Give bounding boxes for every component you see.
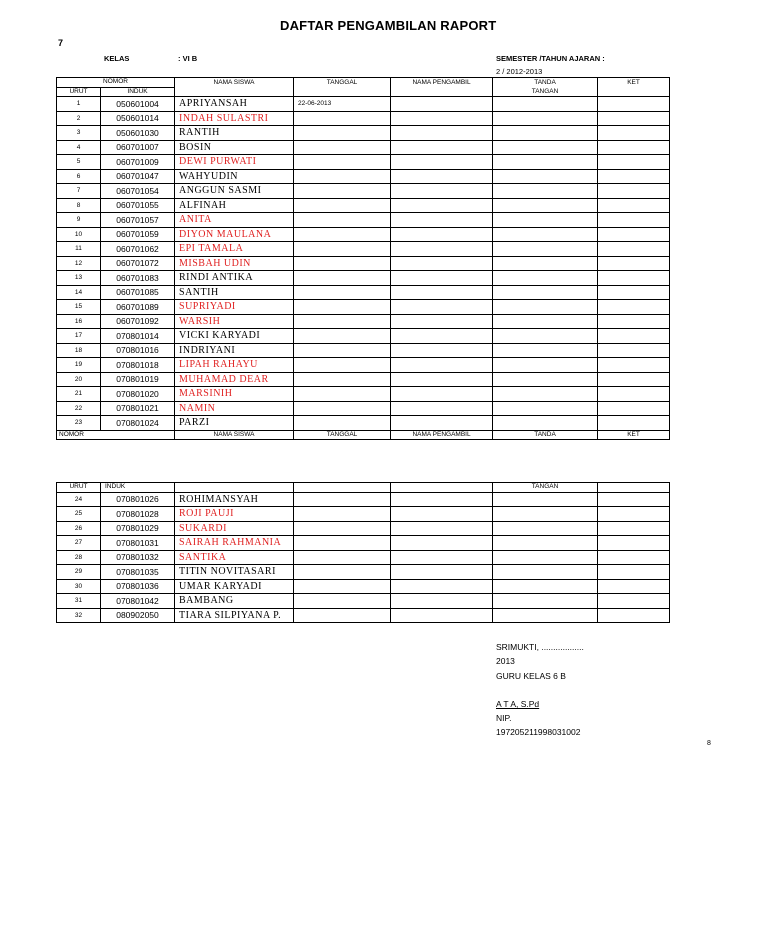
col-ket: KET	[598, 78, 670, 88]
row-urut: 10	[57, 227, 101, 242]
row-tanggal	[294, 416, 391, 431]
table-row	[57, 271, 670, 286]
row-tanggal	[294, 343, 391, 358]
row-induk: 060701092	[101, 314, 175, 329]
row-ket	[598, 140, 670, 155]
row-ket	[598, 387, 670, 402]
row-ket	[598, 198, 670, 213]
row-induk: 070801035	[101, 565, 175, 580]
row-ket	[598, 550, 670, 565]
row-tanggal	[294, 565, 391, 580]
row-nama-siswa: ANITA	[175, 213, 294, 228]
row-tanda-tangan	[493, 271, 598, 286]
row-ket	[598, 358, 670, 373]
table-row	[57, 372, 670, 387]
page-number-top: 7	[58, 38, 64, 48]
row-nama-siswa: ROJI PAUJI	[175, 507, 294, 522]
row-tanggal: 22-06-2013	[294, 97, 391, 112]
table-row	[57, 184, 670, 199]
row-tanggal	[294, 550, 391, 565]
row-nama-siswa: DIYON MAULANA	[175, 227, 294, 242]
row-nama-siswa: NAMIN	[175, 401, 294, 416]
table-row	[57, 507, 670, 522]
signature-place: SRIMUKTI, ..................	[496, 642, 584, 652]
row-nama-pengambil	[391, 387, 493, 402]
row-nama-pengambil	[391, 565, 493, 580]
row-tanggal	[294, 594, 391, 609]
row-nama-siswa: SANTIKA	[175, 550, 294, 565]
row-nama-siswa: MARSINIH	[175, 387, 294, 402]
row-nama-pengambil	[391, 536, 493, 551]
row-urut: 22	[57, 401, 101, 416]
row-nama-siswa: MUHAMAD DEAR	[175, 372, 294, 387]
row-tanggal	[294, 314, 391, 329]
row-tanggal	[294, 507, 391, 522]
table-row	[57, 416, 670, 431]
row-tanda-tangan	[493, 314, 598, 329]
row-tanda-tangan	[493, 594, 598, 609]
row-ket	[598, 126, 670, 141]
row-urut: 14	[57, 285, 101, 300]
row-induk: 060701007	[101, 140, 175, 155]
row-tanggal	[294, 271, 391, 286]
row-ket	[598, 155, 670, 170]
col-tangan: TANGAN	[493, 483, 598, 493]
row-induk: 060701085	[101, 285, 175, 300]
col-tanggal: TANGGAL	[294, 78, 391, 88]
attendance-table-2	[56, 482, 670, 623]
row-urut: 26	[57, 521, 101, 536]
row-nama-siswa: LIPAH RAHAYU	[175, 358, 294, 373]
row-urut: 11	[57, 242, 101, 257]
row-tanggal	[294, 126, 391, 141]
table-footer-row	[57, 430, 670, 440]
row-urut: 2	[57, 111, 101, 126]
row-urut: 25	[57, 507, 101, 522]
row-tanggal	[294, 111, 391, 126]
row-tanggal	[294, 198, 391, 213]
row-tanda-tangan	[493, 492, 598, 507]
row-induk: 070801042	[101, 594, 175, 609]
row-ket	[598, 579, 670, 594]
row-induk: 050601014	[101, 111, 175, 126]
row-induk: 060701057	[101, 213, 175, 228]
row-induk: 080902050	[101, 608, 175, 623]
col-tanda: TANDA	[493, 78, 598, 88]
row-tanda-tangan	[493, 140, 598, 155]
nip-number: 197205211998031002	[496, 727, 581, 737]
row-nama-pengambil	[391, 416, 493, 431]
row-urut: 1	[57, 97, 101, 112]
row-induk: 060701089	[101, 300, 175, 315]
row-induk: 070801031	[101, 536, 175, 551]
table-row	[57, 198, 670, 213]
row-induk: 070801032	[101, 550, 175, 565]
table-row	[57, 536, 670, 551]
row-tanda-tangan	[493, 256, 598, 271]
row-tanggal	[294, 492, 391, 507]
row-nama-pengambil	[391, 140, 493, 155]
row-urut: 23	[57, 416, 101, 431]
table-header-row-2	[57, 87, 670, 97]
col-induk: INDUK	[101, 87, 175, 97]
row-ket	[598, 608, 670, 623]
row-tanda-tangan	[493, 358, 598, 373]
row-nama-pengambil	[391, 521, 493, 536]
row-tanggal	[294, 227, 391, 242]
row-urut: 9	[57, 213, 101, 228]
row-nama-pengambil	[391, 579, 493, 594]
row-urut: 16	[57, 314, 101, 329]
row-tanda-tangan	[493, 550, 598, 565]
row-tanda-tangan	[493, 343, 598, 358]
row-urut: 4	[57, 140, 101, 155]
signature-name: A T A, S.Pd	[496, 699, 540, 709]
row-tanggal	[294, 140, 391, 155]
row-nama-pengambil	[391, 169, 493, 184]
table-row	[57, 314, 670, 329]
row-tanda-tangan	[493, 155, 598, 170]
row-induk: 070801028	[101, 507, 175, 522]
table-row	[57, 300, 670, 315]
row-nama-siswa: APRIYANSAH	[175, 97, 294, 112]
row-nama-pengambil	[391, 271, 493, 286]
table-row	[57, 401, 670, 416]
row-tanda-tangan	[493, 227, 598, 242]
row-nama-pengambil	[391, 343, 493, 358]
row-nama-siswa: EPI TAMALA	[175, 242, 294, 257]
row-urut: 28	[57, 550, 101, 565]
row-tanggal	[294, 169, 391, 184]
row-ket	[598, 111, 670, 126]
row-urut: 32	[57, 608, 101, 623]
col-urut: URUT	[57, 87, 101, 97]
row-urut: 13	[57, 271, 101, 286]
table-row	[57, 256, 670, 271]
row-nama-siswa: ALFINAH	[175, 198, 294, 213]
row-tanda-tangan	[493, 285, 598, 300]
row-nama-siswa: SUKARDI	[175, 521, 294, 536]
row-ket	[598, 213, 670, 228]
row-ket	[598, 401, 670, 416]
row-ket	[598, 521, 670, 536]
row-urut: 19	[57, 358, 101, 373]
table-row	[57, 329, 670, 344]
row-induk: 060701054	[101, 184, 175, 199]
table-row	[57, 140, 670, 155]
row-induk: 070801018	[101, 358, 175, 373]
row-induk: 070801021	[101, 401, 175, 416]
row-ket	[598, 271, 670, 286]
row-ket	[598, 507, 670, 522]
row-tanggal	[294, 608, 391, 623]
row-ket	[598, 242, 670, 257]
table-row	[57, 111, 670, 126]
row-nama-siswa: RANTIH	[175, 126, 294, 141]
kelas-value: : VI B	[178, 54, 198, 63]
row-induk: 060701009	[101, 155, 175, 170]
col-nomor: NOMOR	[57, 78, 175, 88]
col-tangan: TANGAN	[493, 87, 598, 97]
table-row	[57, 169, 670, 184]
row-nama-pengambil	[391, 358, 493, 373]
row-induk: 060701059	[101, 227, 175, 242]
row-urut: 12	[57, 256, 101, 271]
row-ket	[598, 300, 670, 315]
row-ket	[598, 285, 670, 300]
row-tanggal	[294, 155, 391, 170]
col-urut: URUT	[57, 483, 101, 493]
row-nama-pengambil	[391, 256, 493, 271]
row-tanggal	[294, 521, 391, 536]
row-urut: 3	[57, 126, 101, 141]
row-nama-siswa: PARZI	[175, 416, 294, 431]
row-urut: 17	[57, 329, 101, 344]
table-row	[57, 213, 670, 228]
row-induk: 070801020	[101, 387, 175, 402]
row-ket	[598, 343, 670, 358]
signature-role: GURU KELAS 6 B	[496, 671, 566, 681]
table-row	[57, 594, 670, 609]
row-urut: 21	[57, 387, 101, 402]
col-nama-siswa: NAMA SISWA	[175, 78, 294, 88]
table-row	[57, 550, 670, 565]
col-induk: INDUK	[101, 483, 175, 493]
row-tanggal	[294, 300, 391, 315]
table-row	[57, 97, 670, 112]
col-nama-pengambil: NAMA PENGAMBIL	[391, 78, 493, 88]
row-tanda-tangan	[493, 242, 598, 257]
row-nama-siswa: TIARA SILPIYANA P.	[175, 608, 294, 623]
row-induk: 070801029	[101, 521, 175, 536]
row-tanda-tangan	[493, 184, 598, 199]
row-nama-siswa: TITIN NOVITASARI	[175, 565, 294, 580]
row-urut: 24	[57, 492, 101, 507]
row-urut: 6	[57, 169, 101, 184]
row-urut: 30	[57, 579, 101, 594]
row-nama-pengambil	[391, 372, 493, 387]
row-nama-pengambil	[391, 492, 493, 507]
row-tanggal	[294, 579, 391, 594]
row-nama-siswa: ROHIMANSYAH	[175, 492, 294, 507]
row-induk: 060701083	[101, 271, 175, 286]
row-tanda-tangan	[493, 198, 598, 213]
row-nama-pengambil	[391, 401, 493, 416]
table-row	[57, 227, 670, 242]
row-nama-pengambil	[391, 155, 493, 170]
semester-label: SEMESTER /TAHUN AJARAN :	[496, 54, 605, 63]
attendance-table-1	[56, 77, 670, 440]
row-nama-pengambil	[391, 314, 493, 329]
row-tanda-tangan	[493, 536, 598, 551]
row-nama-pengambil	[391, 111, 493, 126]
row-urut: 31	[57, 594, 101, 609]
row-nama-siswa: UMAR KARYADI	[175, 579, 294, 594]
table-row	[57, 343, 670, 358]
row-tanda-tangan	[493, 521, 598, 536]
row-induk: 060701047	[101, 169, 175, 184]
row-ket	[598, 536, 670, 551]
row-nama-pengambil	[391, 594, 493, 609]
row-nama-pengambil	[391, 608, 493, 623]
row-tanda-tangan	[493, 565, 598, 580]
footer-tanda: TANDA	[493, 430, 598, 440]
table2-header-row	[57, 483, 670, 493]
row-induk: 070801024	[101, 416, 175, 431]
row-nama-pengambil	[391, 285, 493, 300]
signature-year: 2013	[496, 656, 515, 666]
row-tanda-tangan	[493, 300, 598, 315]
row-urut: 29	[57, 565, 101, 580]
row-tanda-tangan	[493, 401, 598, 416]
row-ket	[598, 372, 670, 387]
row-ket	[598, 492, 670, 507]
row-nama-siswa: ANGGUN SASMI	[175, 184, 294, 199]
row-induk: 070801026	[101, 492, 175, 507]
row-urut: 20	[57, 372, 101, 387]
row-ket	[598, 256, 670, 271]
footer-nomor: NOMOR	[57, 430, 175, 440]
table-row	[57, 126, 670, 141]
row-urut: 18	[57, 343, 101, 358]
row-nama-pengambil	[391, 227, 493, 242]
row-induk: 050601030	[101, 126, 175, 141]
table-row	[57, 285, 670, 300]
row-nama-pengambil	[391, 213, 493, 228]
row-nama-pengambil	[391, 242, 493, 257]
row-nama-siswa: WAHYUDIN	[175, 169, 294, 184]
row-ket	[598, 184, 670, 199]
row-ket	[598, 227, 670, 242]
row-nama-siswa: BAMBANG	[175, 594, 294, 609]
row-nama-siswa: SUPRIYADI	[175, 300, 294, 315]
row-tanggal	[294, 184, 391, 199]
row-tanggal	[294, 256, 391, 271]
row-tanda-tangan	[493, 213, 598, 228]
row-nama-siswa: DEWI PURWATI	[175, 155, 294, 170]
row-nama-pengambil	[391, 507, 493, 522]
row-tanda-tangan	[493, 329, 598, 344]
row-nama-siswa: INDRIYANI	[175, 343, 294, 358]
row-tanda-tangan	[493, 97, 598, 112]
row-tanggal	[294, 242, 391, 257]
table-row	[57, 521, 670, 536]
table-row	[57, 608, 670, 623]
row-induk: 070801014	[101, 329, 175, 344]
row-induk: 060701062	[101, 242, 175, 257]
row-ket	[598, 565, 670, 580]
row-tanggal	[294, 536, 391, 551]
footer-nama-siswa: NAMA SISWA	[175, 430, 294, 440]
row-nama-pengambil	[391, 550, 493, 565]
table-header-row-1	[57, 78, 670, 88]
row-nama-siswa: SAIRAH RAHMANIA	[175, 536, 294, 551]
row-induk: 070801019	[101, 372, 175, 387]
page-title: DAFTAR PENGAMBILAN RAPORT	[280, 18, 497, 33]
nip-label: NIP.	[496, 713, 512, 723]
page-number-bottom: 8	[707, 740, 711, 747]
row-induk: 050601004	[101, 97, 175, 112]
row-nama-pengambil	[391, 300, 493, 315]
kelas-label: KELAS	[104, 54, 130, 63]
semester-value: 2 / 2012-2013	[496, 67, 543, 76]
footer-tanggal: TANGGAL	[294, 430, 391, 440]
row-tanggal	[294, 213, 391, 228]
row-urut: 15	[57, 300, 101, 315]
row-nama-pengambil	[391, 97, 493, 112]
row-tanda-tangan	[493, 372, 598, 387]
row-tanggal	[294, 387, 391, 402]
row-nama-siswa: MISBAH UDIN	[175, 256, 294, 271]
row-nama-siswa: RINDI ANTIKA	[175, 271, 294, 286]
row-urut: 27	[57, 536, 101, 551]
row-nama-siswa: SANTIH	[175, 285, 294, 300]
row-ket	[598, 416, 670, 431]
row-urut: 5	[57, 155, 101, 170]
row-tanggal	[294, 372, 391, 387]
row-nama-siswa: WARSIH	[175, 314, 294, 329]
table-row	[57, 579, 670, 594]
row-ket	[598, 329, 670, 344]
row-induk: 070801036	[101, 579, 175, 594]
row-tanda-tangan	[493, 111, 598, 126]
row-tanda-tangan	[493, 507, 598, 522]
table-row	[57, 565, 670, 580]
row-tanda-tangan	[493, 416, 598, 431]
row-induk: 060701072	[101, 256, 175, 271]
row-ket	[598, 594, 670, 609]
row-tanggal	[294, 401, 391, 416]
row-tanda-tangan	[493, 126, 598, 141]
row-induk: 070801016	[101, 343, 175, 358]
row-nama-siswa: INDAH SULASTRI	[175, 111, 294, 126]
row-tanda-tangan	[493, 608, 598, 623]
row-nama-pengambil	[391, 329, 493, 344]
footer-ket: KET	[598, 430, 670, 440]
row-nama-pengambil	[391, 198, 493, 213]
footer-nama-pengambil: NAMA PENGAMBIL	[391, 430, 493, 440]
row-tanggal	[294, 358, 391, 373]
table-row	[57, 358, 670, 373]
row-ket	[598, 97, 670, 112]
row-induk: 060701055	[101, 198, 175, 213]
table-row	[57, 492, 670, 507]
table-row	[57, 242, 670, 257]
table-row	[57, 155, 670, 170]
row-tanggal	[294, 285, 391, 300]
row-ket	[598, 169, 670, 184]
row-tanda-tangan	[493, 579, 598, 594]
row-nama-siswa: BOSIN	[175, 140, 294, 155]
row-tanda-tangan	[493, 169, 598, 184]
row-ket	[598, 314, 670, 329]
row-nama-siswa: VICKI KARYADI	[175, 329, 294, 344]
row-urut: 8	[57, 198, 101, 213]
row-tanda-tangan	[493, 387, 598, 402]
row-nama-pengambil	[391, 184, 493, 199]
row-urut: 7	[57, 184, 101, 199]
table-row	[57, 387, 670, 402]
row-tanggal	[294, 329, 391, 344]
row-nama-pengambil	[391, 126, 493, 141]
